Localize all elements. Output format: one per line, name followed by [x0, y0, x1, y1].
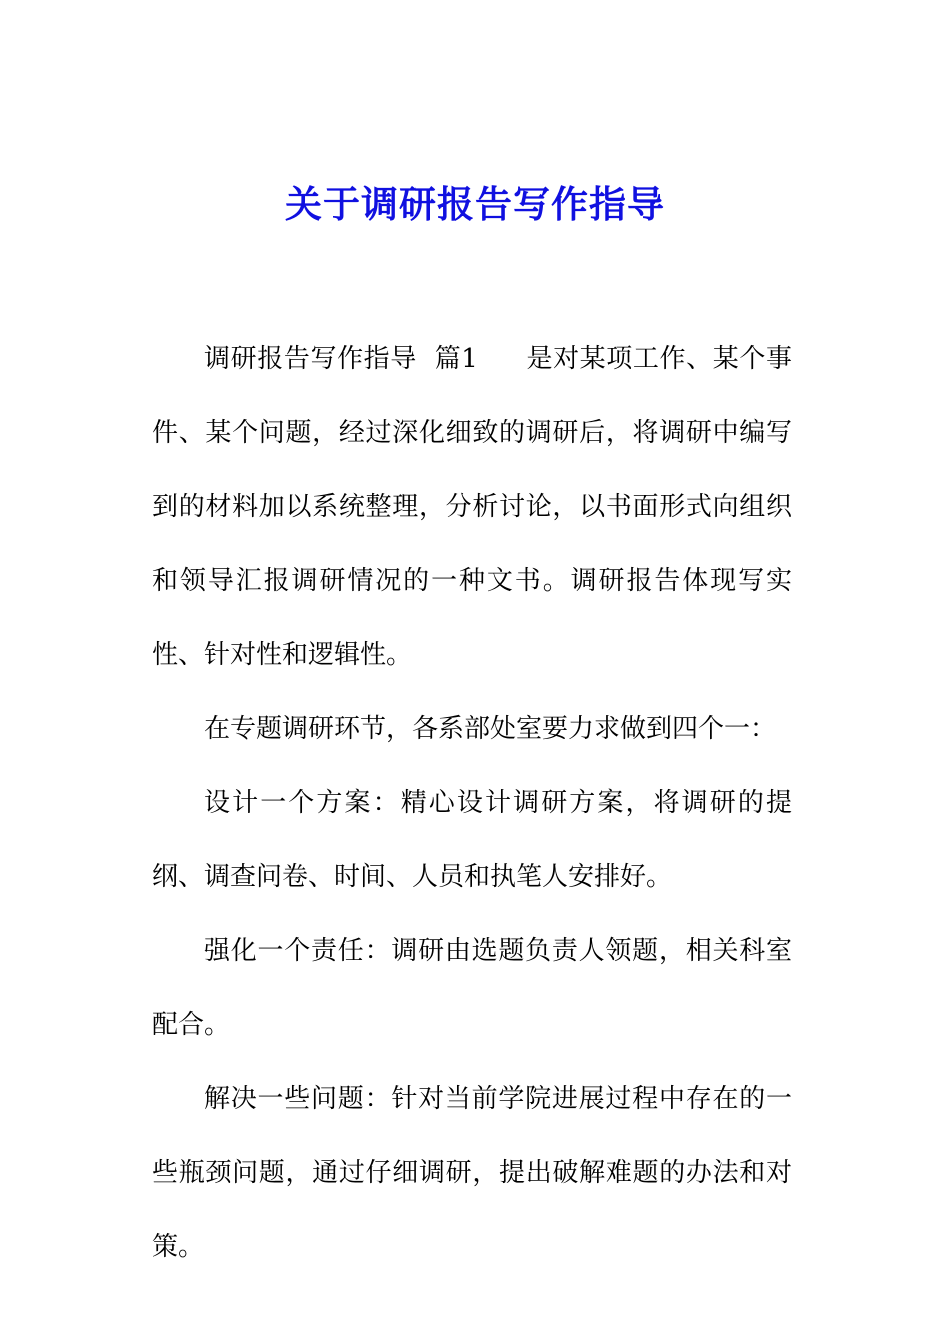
- paragraph-text: 是对某项工作、某个事件、某个问题，经过深化细致的调研后，将调研中编写到的材料加以系统整理，分析讨论，以书面形式向组织和领导汇报调研情况的一种文书。调研报告体现写实性、针对性和逻辑性。: [152, 344, 792, 670]
- paragraph-heading: 调研报告写作指导: [204, 344, 417, 374]
- section-label: 篇1: [434, 344, 478, 374]
- paragraph-responsibility: 强化一个责任：调研由选题负责人领题，相关科室配合。: [152, 936, 792, 1040]
- paragraph-intro: [152, 322, 792, 692]
- document-title: 关于调研报告写作指导: [285, 182, 665, 226]
- paragraph-design-plan: 设计一个方案：精心设计调研方案，将调研的提纲、调查问卷、时间、人员和执笔人安排好。: [152, 788, 792, 892]
- document-body: [152, 322, 792, 1284]
- paragraph-solve-problems: 解决一些问题：针对当前学院进展过程中存在的一些瓶颈问题，通过仔细调研，提出破解难题的办法和对策。: [152, 1084, 792, 1262]
- paragraph-four-points: 在专题调研环节，各系部处室要力求做到四个一：: [204, 714, 777, 744]
